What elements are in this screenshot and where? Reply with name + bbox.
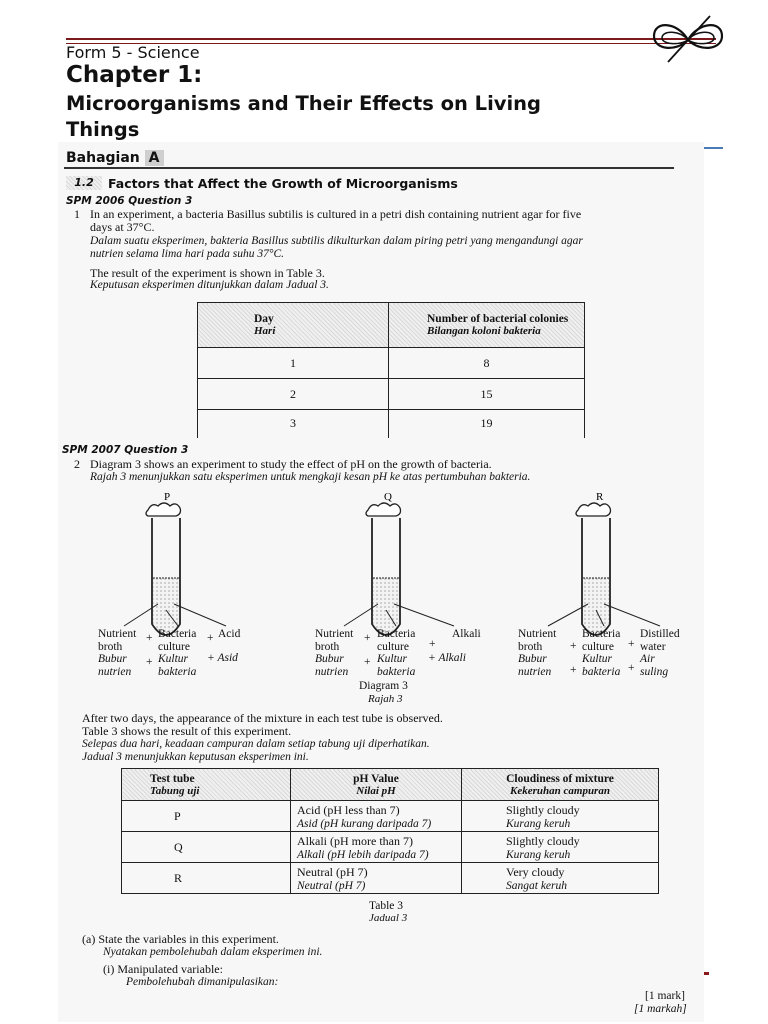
- col-cloudiness-en: Cloudiness of mixture: [506, 772, 614, 785]
- plus-sign: +: [146, 632, 153, 644]
- col-ph-en: pH Value: [353, 772, 399, 785]
- q1-stem-en-1: In an experiment, a bacteria Basillus subtilis is cultured in a petri dish containing nutrient agar for five: [90, 207, 582, 221]
- plus-sign: +: [570, 664, 577, 676]
- part-a-ms: Nyatakan pembolehubah dalam eksperimen ini.: [103, 946, 323, 958]
- ph-cell-ms: Alkali (pH lebih daripada 7): [297, 848, 429, 861]
- q2-after-ms-2: Jadual 3 menunjukkan keputusan eksperimen ini.: [82, 751, 309, 763]
- q2-after-en-1: After two days, the appearance of the mixture in each test tube is observed.: [82, 711, 443, 725]
- test-tube-p: [124, 491, 226, 635]
- topic-number-badge: 1.2: [66, 176, 102, 190]
- chapter-title-line2: Things: [66, 118, 140, 141]
- col-colonies-en: Number of bacterial colonies: [427, 313, 569, 325]
- p-component-3: Acid: [218, 628, 241, 640]
- q2-after-en-2: Table 3 shows the result of this experiment.: [82, 724, 292, 738]
- plus-sign: +: [146, 656, 153, 668]
- part-a-i-en: (i) Manipulated variable:: [103, 962, 223, 976]
- q1-source: SPM 2006 Question 3: [66, 195, 193, 207]
- cloud-cell-ms: Kurang keruh: [506, 848, 571, 861]
- course-label: Form 5 - Science: [66, 43, 200, 62]
- q1-number: 1: [74, 207, 80, 221]
- accent-dash: [703, 147, 723, 149]
- table-caption-ms: Jadual 3: [369, 912, 408, 924]
- col-colonies-ms: Bilangan koloni bakteria: [427, 325, 541, 337]
- plus-sign: +: [570, 640, 577, 652]
- tube-cell: Q: [122, 832, 291, 863]
- plus-sign: +: [628, 638, 635, 650]
- tube-cell: P: [122, 801, 291, 832]
- ph-cell-en: Neutral (pH 7): [297, 864, 368, 879]
- table-row: [198, 379, 585, 410]
- cloud-cell-en: Very cloudy: [506, 864, 565, 879]
- tube-cell: R: [122, 863, 291, 894]
- header-rule-top: [66, 38, 716, 40]
- q2-stem-ms: Rajah 3 menunjukkan satu eksperimen untuk mengkaji kesan pH ke atas pertumbuhan bakteria.: [90, 471, 531, 483]
- r-component-3: Distilled water Air suling: [640, 628, 680, 678]
- q-component-2: Bacteria culture Kultur bakteria: [377, 628, 416, 678]
- plus-sign: +: [207, 632, 214, 644]
- day-cell: 1: [198, 348, 389, 379]
- table-header-row: [122, 769, 659, 801]
- r-component-1: Nutrient broth Bubur nutrien: [518, 628, 557, 678]
- section-label: Bahagian A: [66, 150, 164, 166]
- col-test-tube-ms: Tabung uji: [150, 784, 200, 797]
- p-component-3-ms: + Asid: [207, 652, 238, 664]
- col-ph-ms: Nilai pH: [356, 784, 396, 797]
- q2-stem-en: Diagram 3 shows an experiment to study the effect of pH on the growth of bacteria.: [90, 457, 492, 471]
- col-day-ms: Hari: [254, 325, 276, 337]
- day-cell: 2: [198, 379, 389, 410]
- col-cloudiness-ms: Kekeruhan campuran: [510, 784, 610, 797]
- q-component-3-ms: + Alkali: [428, 652, 466, 664]
- q2-number: 2: [74, 457, 80, 471]
- table-caption: Table 3: [369, 900, 404, 912]
- table-header-row: [198, 303, 585, 348]
- day-cell: 3: [198, 410, 389, 438]
- q1-stem-ms-2: nutrien selama lima hari pada suhu 37°C.: [90, 248, 285, 260]
- ph-cell-en: Acid (pH less than 7): [297, 802, 400, 817]
- q1-result-ms: Keputusan eksperimen ditunjukkan dalam Jadual 3.: [90, 279, 329, 291]
- diagram-caption-ms: Rajah 3: [368, 693, 403, 705]
- r-component-2: Bacteria culture Kultur bakteria: [582, 628, 621, 678]
- p-component-2: Bacteria culture Kultur bakteria: [158, 628, 197, 678]
- q1-table: [197, 302, 585, 438]
- topic-title: Factors that Affect the Growth of Microorganisms: [108, 176, 458, 191]
- tube-label-p: P: [164, 491, 171, 503]
- q2-source: SPM 2007 Question 3: [62, 444, 189, 456]
- section-rule: [64, 167, 674, 169]
- table-row: [198, 410, 585, 438]
- q1-result-en: The result of the experiment is shown in Table 3.: [90, 266, 325, 280]
- plus-sign: +: [364, 632, 371, 644]
- ph-cell-ms: Neutral (pH 7): [297, 879, 366, 892]
- q2-after-ms-1: Selepas dua hari, keadaan campuran dalam setiap tabung uji diperhatikan.: [82, 738, 430, 750]
- colonies-cell: 19: [389, 410, 585, 438]
- ph-cell-ms: Asid (pH kurang daripada 7): [297, 817, 432, 830]
- col-day-en: Day: [254, 313, 274, 325]
- q-component-3: Alkali: [452, 628, 481, 640]
- q-component-1: Nutrient broth Bubur nutrien: [315, 628, 354, 678]
- plus-sign: +: [364, 656, 371, 668]
- q1-stem-ms-1: Dalam suatu eksperimen, bakteria Basillus subtilis dikulturkan dalam piring petri yang mengandungi agar: [90, 235, 583, 247]
- test-tube-r: [548, 491, 660, 635]
- table-row: [198, 348, 585, 379]
- ph-cell-en: Alkali (pH more than 7): [297, 833, 413, 848]
- table-row: [122, 801, 659, 832]
- test-tube-q: [344, 491, 454, 635]
- table-row: [122, 863, 659, 894]
- plus-sign: +: [429, 638, 436, 650]
- colonies-cell: 8: [389, 348, 585, 379]
- cloud-cell-en: Slightly cloudy: [506, 802, 580, 817]
- part-a-i-ms: Pembolehubah dimanipulasikan:: [126, 976, 279, 988]
- part-a-en: (a) State the variables in this experiment.: [82, 932, 279, 946]
- chapter-number: Chapter 1:: [66, 62, 203, 88]
- diagram-caption: Diagram 3: [359, 680, 408, 692]
- cloud-cell-ms: Kurang keruh: [506, 817, 571, 830]
- p-component-1: Nutrient broth Bubur nutrien: [98, 628, 137, 678]
- tube-label-q: Q: [384, 491, 392, 503]
- plus-sign: +: [628, 662, 635, 674]
- section-letter: A: [145, 150, 164, 166]
- cloud-cell-en: Slightly cloudy: [506, 833, 580, 848]
- mark-en: [1 mark]: [645, 990, 685, 1002]
- table-row: [122, 832, 659, 863]
- chapter-title-line1: Microorganisms and Their Effects on Living: [66, 92, 541, 115]
- q1-stem-en-2: days at 37°C.: [90, 220, 155, 234]
- colonies-cell: 15: [389, 379, 585, 410]
- mark-ms: [1 markah]: [634, 1003, 687, 1015]
- tube-label-r: R: [596, 491, 604, 503]
- margin-mark: [704, 972, 709, 975]
- q2-table: [121, 768, 659, 894]
- ribbon-ornament-icon: [648, 14, 728, 64]
- col-test-tube-en: Test tube: [150, 772, 195, 785]
- cloud-cell-ms: Sangat keruh: [506, 879, 568, 892]
